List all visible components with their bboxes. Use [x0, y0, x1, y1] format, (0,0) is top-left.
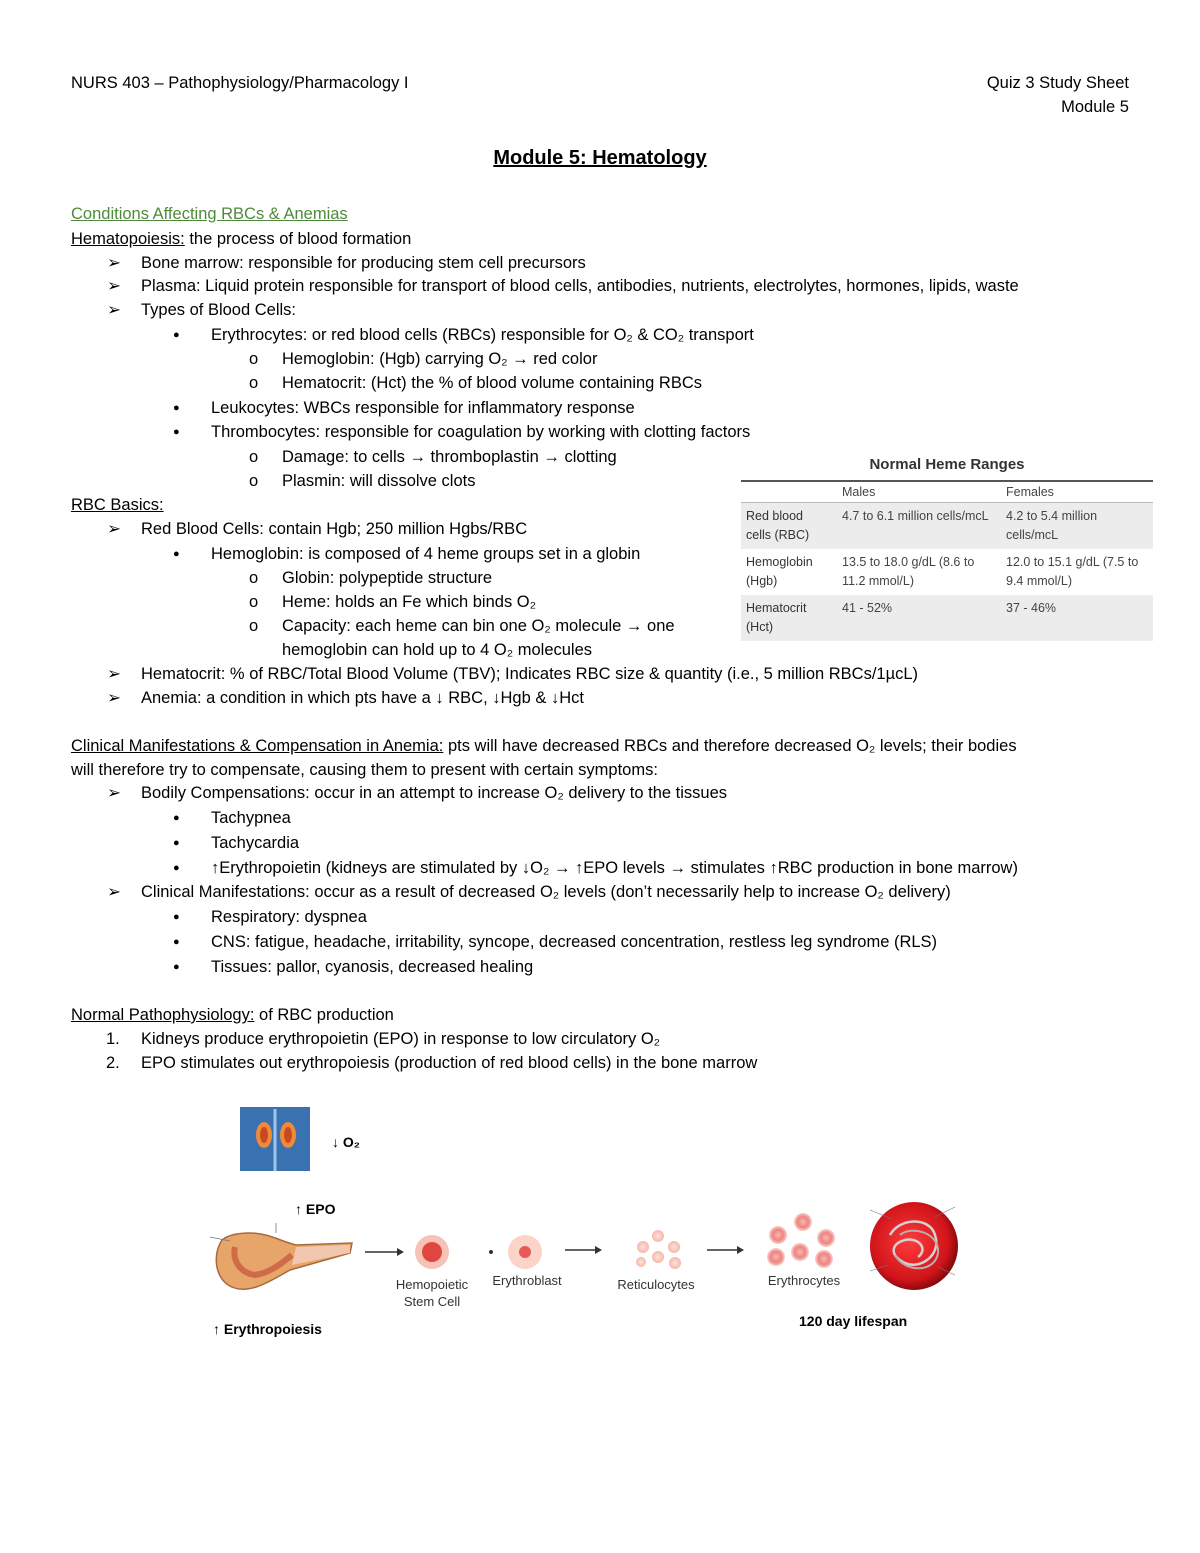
bullet-icon: ●: [173, 329, 180, 341]
cell-value: 4.2 to 5.4 million: [1006, 509, 1098, 523]
hemoglobin-rbc-image: [870, 1202, 958, 1290]
cell-value: 13.5 to 18.0 g/dL (8.6 to: [842, 555, 975, 569]
list-item: CNS: fatigue, headache, irritability, syncope, decreased concentration, restless leg syndrome (RLS): [211, 933, 938, 951]
list-item: Hematocrit: (Hct) the % of blood volume containing RBCs: [282, 374, 703, 392]
rbc-basics-heading: RBC Basics:: [71, 496, 164, 514]
bullet-icon: ●: [173, 837, 180, 849]
erythrocytes-label: Erythrocytes: [767, 1273, 841, 1288]
cell-value: cells/mcL: [1006, 528, 1059, 542]
arrow-bullet-icon: ➢: [107, 784, 121, 802]
course-title: NURS 403 – Pathophysiology/Pharmacology I: [71, 74, 409, 92]
cell-value: 4.7 to 6.1 million cells/mcL: [842, 509, 989, 523]
list-item: Bodily Compensations: occur in an attempt to increase O₂ delivery to the tissues: [141, 784, 728, 802]
arrow-bullet-icon: ➢: [107, 301, 121, 319]
bullet-icon: ●: [173, 426, 180, 438]
circle-bullet-icon: o: [249, 472, 259, 490]
list-item: Hemoglobin: (Hgb) carrying O₂ → red color: [282, 350, 598, 368]
arrow-bullet-icon: ➢: [107, 277, 121, 295]
cell-value: 41 - 52%: [842, 601, 893, 615]
circle-bullet-icon: o: [249, 350, 259, 368]
section-heading: Conditions Affecting RBCs & Anemias: [71, 205, 348, 223]
table-row: [741, 549, 1153, 595]
cell-value: 37 - 46%: [1006, 601, 1057, 615]
bullet-icon: ●: [173, 862, 180, 874]
reticulocytes-label: Reticulocytes: [617, 1277, 695, 1292]
list-item: Heme: holds an Fe which binds O₂: [282, 593, 537, 611]
epo-label: ↑ EPO: [295, 1201, 336, 1217]
bullet-icon: ●: [173, 548, 180, 560]
list-item: Plasmin: will dissolve clots: [282, 472, 476, 490]
cell-value: 12.0 to 15.1 g/dL (7.5 to: [1006, 555, 1139, 569]
list-item: Tachypnea: [211, 809, 291, 827]
cell-value: 9.4 mmol/L): [1006, 574, 1072, 588]
list-item: Respiratory: dyspnea: [211, 908, 367, 926]
row-label: Red blood: [746, 509, 803, 523]
circle-bullet-icon: o: [249, 617, 259, 635]
table-header-females: Females: [1001, 481, 1153, 503]
table-row: [741, 503, 1153, 550]
list-item: Anemia: a condition in which pts have a ↓ RBC, ↓Hgb & ↓Hct: [141, 689, 584, 707]
erythroblast-label: Erythroblast: [492, 1273, 562, 1288]
quiz-title: Quiz 3 Study Sheet: [986, 74, 1129, 92]
step-text: Kidneys produce erythropoietin (EPO) in response to low circulatory O₂: [141, 1030, 661, 1048]
step-number: 1.: [106, 1030, 120, 1048]
list-item: Leukocytes: WBCs responsible for inflammatory response: [211, 399, 635, 417]
flow-arrow-icon: [365, 1248, 404, 1256]
bullet-icon: ●: [173, 402, 180, 414]
flow-arrow-icon: [565, 1246, 602, 1254]
low-oxygen-label: ↓ O₂: [332, 1134, 360, 1150]
list-item: Plasma: Liquid protein responsible for transport of blood cells, antibodies, nutrients, electrolytes, hormones, lipids, waste: [141, 277, 1019, 295]
list-item: Damage: to cells → thromboplastin → clotting: [282, 448, 617, 466]
erythropoiesis-label: ↑ Erythropoiesis: [213, 1321, 322, 1337]
kidney-image: [240, 1107, 310, 1171]
cell-value: 11.2 mmol/L): [842, 574, 915, 588]
list-item: Red Blood Cells: contain Hgb; 250 million Hgbs/RBC: [141, 520, 528, 538]
clinical-intro-continued: will therefore try to compensate, causing them to present with certain symptoms:: [71, 761, 658, 779]
arrow-bullet-icon: ➢: [107, 883, 121, 901]
circle-bullet-icon: o: [249, 593, 259, 611]
list-item: Thrombocytes: responsible for coagulation by working with clotting factors: [211, 423, 751, 441]
list-item: Tachycardia: [211, 834, 300, 852]
module-label: Module 5: [1061, 98, 1129, 116]
dot-marker: [489, 1250, 493, 1254]
circle-bullet-icon: o: [249, 448, 259, 466]
clinical-intro: Clinical Manifestations & Compensation in Anemia: pts will have decreased RBCs and therefore decreased O₂ levels; their bodies: [71, 737, 1017, 755]
normal-patho-heading: Normal Pathophysiology: of RBC production: [71, 1006, 394, 1024]
stem-cell-label: Hemopoietic Stem Cell: [395, 1277, 469, 1309]
hematopoiesis-definition: Hematopoiesis: the process of blood formation: [71, 230, 412, 248]
list-item: Tissues: pallor, cyanosis, decreased healing: [211, 958, 534, 976]
bone-marrow-image: [210, 1223, 352, 1289]
row-label: Hematocrit: [746, 601, 807, 615]
table-title: Normal Heme Ranges: [869, 456, 1025, 473]
list-item-continued: hemoglobin can hold up to 4 O₂ molecules: [282, 641, 593, 659]
row-label: (Hct): [746, 620, 774, 634]
list-item: Hematocrit: % of RBC/Total Blood Volume (TBV); Indicates RBC size & quantity (i.e., 5 million RBCs/1µcL): [141, 665, 919, 683]
page-title: Module 5: Hematology: [493, 147, 707, 169]
stem-cell-image: [415, 1235, 449, 1269]
list-item: Capacity: each heme can bin one O₂ molecule → one: [282, 617, 675, 635]
erythroblast-image: [508, 1235, 542, 1269]
row-label: cells (RBC): [746, 528, 810, 542]
step-text: EPO stimulates out erythropoiesis (production of red blood cells) in the bone marrow: [141, 1054, 758, 1072]
step-number: 2.: [106, 1054, 120, 1072]
list-item: ↑Erythropoietin (kidneys are stimulated by ↓O₂ → ↑EPO levels → stimulates ↑RBC production in bone marrow): [211, 859, 1018, 877]
table-row: [741, 595, 1153, 641]
bullet-icon: ●: [173, 812, 180, 824]
flow-arrow-icon: [707, 1246, 744, 1254]
rbc-production-diagram: [0, 1095, 1200, 1355]
bullet-icon: ●: [173, 936, 180, 948]
list-item: Hemoglobin: is composed of 4 heme groups set in a globin: [211, 545, 641, 563]
arrow-bullet-icon: ➢: [107, 689, 121, 707]
list-item: Globin: polypeptide structure: [282, 569, 493, 587]
arrow-bullet-icon: ➢: [107, 254, 121, 272]
arrow-bullet-icon: ➢: [107, 520, 121, 538]
table-header-blank: [741, 481, 837, 503]
list-item: Types of Blood Cells:: [141, 301, 296, 319]
table-header-males: Males: [837, 481, 1001, 503]
list-item: Erythrocytes: or red blood cells (RBCs) responsible for O₂ & CO₂ transport: [211, 326, 754, 344]
bullet-icon: ●: [173, 961, 180, 973]
row-label: Hemoglobin: [746, 555, 813, 569]
list-item: Clinical Manifestations: occur as a result of decreased O₂ levels (don’t necessarily help to increase O₂ delivery): [141, 883, 951, 901]
lifespan-label: 120 day lifespan: [799, 1313, 908, 1329]
arrow-bullet-icon: ➢: [107, 665, 121, 683]
row-label: (Hgb): [746, 574, 778, 588]
bullet-icon: ●: [173, 911, 180, 923]
list-item: Bone marrow: responsible for producing stem cell precursors: [141, 254, 586, 272]
circle-bullet-icon: o: [249, 374, 259, 392]
erythrocytes-image: [767, 1213, 835, 1268]
circle-bullet-icon: o: [249, 569, 259, 587]
heme-ranges-table: [741, 452, 1153, 641]
reticulocytes-image: [636, 1230, 681, 1269]
